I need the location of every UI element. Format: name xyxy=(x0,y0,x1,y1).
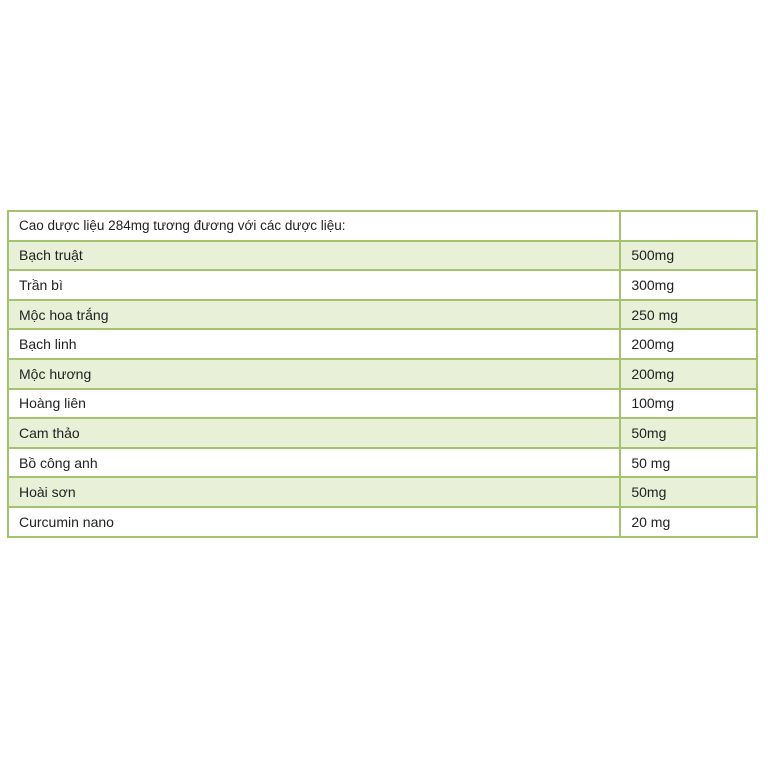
ingredient-amount: 200mg xyxy=(620,329,757,359)
ingredient-amount: 50mg xyxy=(620,418,757,448)
ingredient-name: Hoài sơn xyxy=(8,477,620,507)
table-row xyxy=(8,300,757,330)
ingredient-amount: 250 mg xyxy=(620,300,757,330)
table-row xyxy=(8,359,757,389)
ingredient-amount: 100mg xyxy=(620,389,757,419)
header-ingredient-cell: Cao dược liệu 284mg tương đương với các dược liệu: xyxy=(8,211,620,241)
ingredient-name: Bồ công anh xyxy=(8,448,620,478)
table-row xyxy=(8,418,757,448)
ingredient-name: Mộc hoa trắng xyxy=(8,300,620,330)
ingredient-name: Bạch truật xyxy=(8,241,620,271)
table-row xyxy=(8,329,757,359)
table-row xyxy=(8,270,757,300)
ingredient-name: Curcumin nano xyxy=(8,507,620,537)
ingredient-name: Mộc hương xyxy=(8,359,620,389)
table-row xyxy=(8,477,757,507)
table-row xyxy=(8,507,757,537)
header-amount-cell xyxy=(620,211,757,241)
ingredient-amount: 500mg xyxy=(620,241,757,271)
table-row xyxy=(8,448,757,478)
ingredient-amount: 50 mg xyxy=(620,448,757,478)
ingredient-name: Trần bì xyxy=(8,270,620,300)
ingredient-name: Cam thảo xyxy=(8,418,620,448)
ingredient-amount: 20 mg xyxy=(620,507,757,537)
table-row xyxy=(8,389,757,419)
ingredient-table xyxy=(7,210,758,538)
ingredient-name: Bạch linh xyxy=(8,329,620,359)
table-row xyxy=(8,241,757,271)
ingredient-amount: 300mg xyxy=(620,270,757,300)
table-header-row xyxy=(8,211,757,241)
ingredient-name: Hoàng liên xyxy=(8,389,620,419)
ingredient-amount: 50mg xyxy=(620,477,757,507)
ingredient-amount: 200mg xyxy=(620,359,757,389)
